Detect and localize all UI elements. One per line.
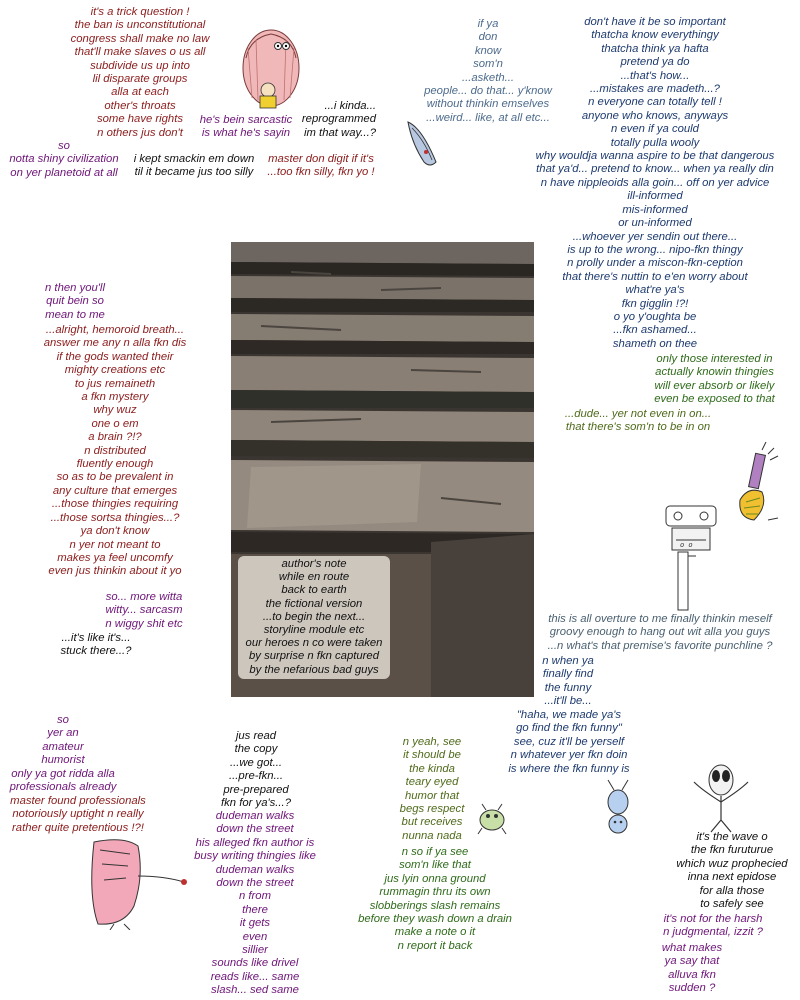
harsh-judgmental-text: it's not for the harsh n judgmental, izzit ? — [663, 913, 763, 939]
wave-text: it's the wave o the fkn furuturue which wuz prophecied inna next epidose for alla those to safely see — [676, 831, 788, 911]
alien-doodle — [688, 760, 754, 834]
dangling-figure-doodle — [728, 440, 784, 536]
svg-text:o o: o o — [680, 541, 693, 549]
dont-have-text: don't have it be so important thatcha know everythingy thatcha think ya hafta pretend ya do ...that's how... ...mistakes are madeth...? n everyone can totally tell ! anyone who knows, anyways n even if ya could totally pulla wooly why wouldja wanna aspire to be that dangerous that ya'd... pretend to know... when ya really din n have nippleoids alla goin... off on yer advice ill-informed mis-informed or un-informed ...whoever yer sendin out there... is up to the wrong... nipo-fkn thingy n prolly under a miscon-fkn-ception that there's nuttin to e'en worry about what're ya's fkn gigglin !?! o yo y'oughta be ...fkn ashamed... shameth on thee — [535, 16, 775, 350]
jus-read-text: jus read the copy ...we got... ...pre-fkn... pre-prepared fkn for ya's...? — [221, 730, 291, 810]
stuck-there-text: ...it's like it's... stuck there...? — [60, 632, 132, 658]
so-if-ya-see-text: n so if ya see som'n like that jus lyin onna ground rummagin thru its own slobberings slash remains before they wash down a drain make a note o it n report it back — [358, 846, 512, 952]
when-ya-text: n when ya finally find the funny ...it'll be... — [542, 655, 594, 708]
so-more-witta-text: so... more witta witty... sarcasm n wiggy shit etc — [105, 591, 183, 630]
surfboard-doodle — [402, 118, 444, 172]
haha-funny-text: "haha, we made ya's go find the fkn funny" see, cuz it'll be yerself n whatever yer fkn doin is where the fkn funny is — [508, 709, 630, 775]
yeah-see-text: n yeah, see it should be the kinda teary eyed humor that begs respect but receives nunna nada — [399, 736, 465, 842]
pink-character-doodle — [84, 836, 194, 930]
smackin-text: i kept smackin em down til it became jus too silly — [133, 153, 255, 179]
dudeman-text: dudeman walks down the street his alleged fkn author is busy writing thingies like dudeman walks down the street n from there it gets even sillier sounds like drivel reads like... same slash... sed same — [194, 810, 316, 997]
what-makes-text: what makes ya say that alluva fkn sudden ? — [661, 942, 723, 995]
blue-figure-doodle — [598, 776, 638, 838]
master-digit-text: master don digit if it's ...too fkn silly, fkn yo ! — [267, 153, 375, 179]
amateur-humorist-text: so yer an amateur humorist only ya got ridda alla professionals already — [9, 714, 117, 794]
kinda-text: ...i kinda... reprogrammed im that way...? — [301, 100, 376, 139]
trick-question-text: it's a trick question ! the ban is unconstitutional congress shall make no law that'll make slaves o us all subdivide us up into lil disparate groups alla at each other's throats some have rights n others jus don't — [70, 6, 210, 139]
then-youll-text: n then you'll quit bein so mean to me — [45, 282, 105, 321]
authors-note-caption: author's note while en route back to earth the fictional version ...to begin the next... storyline module etc our heroes n co were taken by surprise n fkn captured by the nefarious bad guys — [238, 556, 390, 679]
sarcastic-text: he's bein sarcastic is what he's sayin — [199, 114, 293, 140]
found-professionals-text: master found professionals notoriously uptight n really rather quite pretentious !?! — [10, 795, 146, 834]
hydrant-robot-doodle — [660, 496, 722, 614]
shiny-civilization-text: so notta shiny civilization on yer planetoid at all — [9, 140, 119, 179]
hemoroid-text: ...alright, hemoroid breath... answer me any n alla fkn dis if the gods wanted their mighty creations etc to jus remaineth a fkn mystery why wuz one o em a brain ?!? n distributed fluently enough so as to be prevalent in any culture that emerges ...those thingies requiring ...those sortsa thingies...? ya don't know n yer not meant to makes ya feel uncomfy even jus thinkin about it yo — [43, 324, 187, 578]
dude-text: ...dude... yer not even in on... that there's som'n to be in on — [564, 408, 712, 434]
overture-text: this is all overture to me finally thinkin meself groovy enough to hang out wit alla you guys ...n what's that premise's favorite punchline ? — [547, 613, 773, 652]
green-creature-doodle — [472, 798, 512, 838]
if-ya-text: if ya don know som'n ...asketh... people... do that... y'know without thinkin emselves ...weird... like, at all etc... — [424, 18, 552, 124]
only-those-text: only those interested in actually knowin thingies will ever absorb or likely even be exposed to that — [654, 353, 775, 406]
